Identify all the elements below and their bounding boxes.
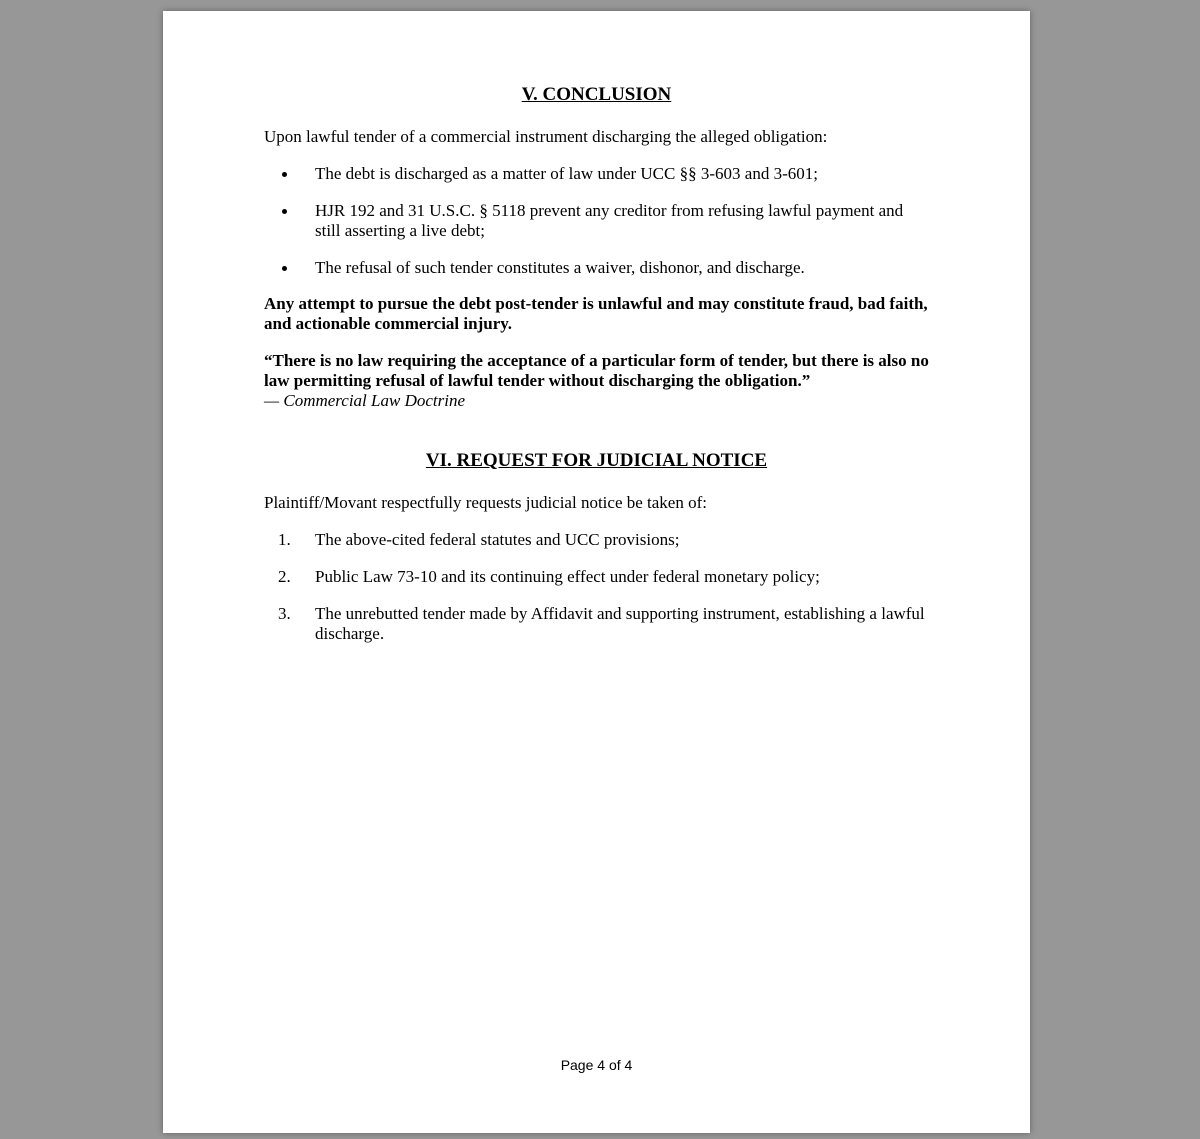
judicial-notice-intro: Plaintiff/Movant respectfully requests judicial notice be taken of:	[264, 493, 707, 512]
section-heading-conclusion: V. CONCLUSION	[521, 84, 672, 105]
bullet-icon	[282, 172, 287, 177]
item-number: 3.	[278, 604, 291, 623]
quote-attribution: — Commercial Law Doctrine	[264, 391, 466, 410]
item-number: 2.	[278, 567, 291, 586]
conclusion-intro: Upon lawful tender of a commercial instrument discharging the alleged obligation:	[264, 127, 828, 146]
warning-paragraph: Any attempt to pursue the debt post-tender is unlawful and may constitute fraud, bad faith, and actionable commercial injury.	[264, 294, 928, 333]
document-page	[163, 11, 1030, 1133]
quote-paragraph: “There is no law requiring the acceptance of a particular form of tender, but there is also no law permitting refusal of lawful tender without discharging the obligation.”	[264, 351, 929, 390]
bullet-icon	[282, 209, 287, 214]
item-text: The above-cited federal statutes and UCC provisions;	[315, 530, 680, 549]
bullet-text: The debt is discharged as a matter of law under UCC §§ 3-603 and 3-601;	[315, 164, 818, 183]
bullet-icon	[282, 266, 287, 271]
bullet-text: The refusal of such tender constitutes a waiver, dishonor, and discharge.	[315, 258, 805, 277]
item-text: The unrebutted tender made by Affidavit and supporting instrument, establishing a lawful discharge.	[315, 604, 925, 643]
item-number: 1.	[278, 530, 291, 549]
page-number: Page 4 of 4	[560, 1057, 633, 1073]
section-heading-judicial-notice: VI. REQUEST FOR JUDICIAL NOTICE	[425, 450, 768, 471]
bullet-text: HJR 192 and 31 U.S.C. § 5118 prevent any creditor from refusing lawful payment and still asserting a live debt;	[315, 201, 904, 240]
item-text: Public Law 73-10 and its continuing effect under federal monetary policy;	[315, 567, 820, 586]
